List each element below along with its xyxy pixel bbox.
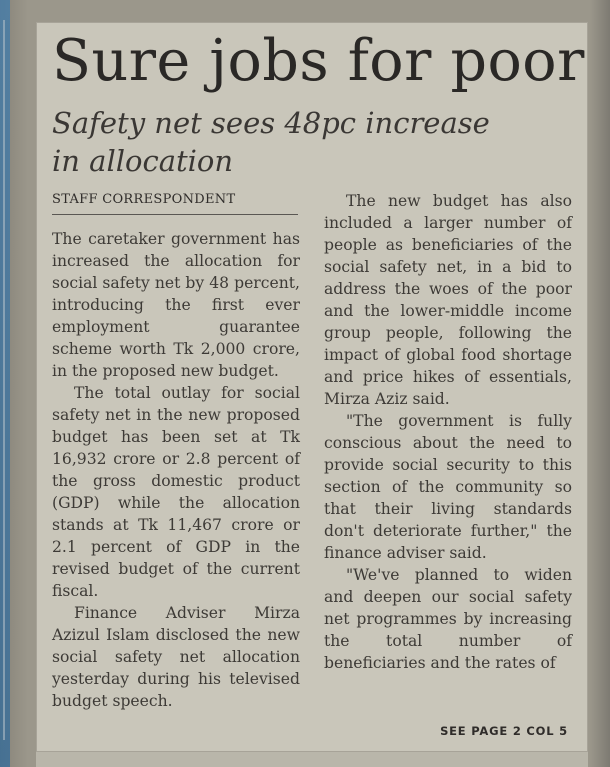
subhead-line-1: Safety net sees 48pc increase [52, 106, 490, 140]
paragraph: Finance Adviser Mirza Azizul Islam disclosed the new social safety net allocation yesterday during his televised budget speech. [52, 604, 300, 710]
clipping-bottom-edge [36, 752, 588, 767]
headline: Sure jobs for poor [52, 28, 585, 94]
paragraph: The caretaker government has increased the allocation for social safety net by 48 percent, introducing the first ever employment guarantee scheme worth Tk 2,000 crore, in the proposed new budget. [52, 230, 300, 380]
right-column [324, 190, 572, 674]
adjacent-page-edge [0, 0, 10, 767]
paragraph: The new budget has also included a larger number of people as beneficiaries of the social safety net, in a bid to address the woes of the poor and the lower-middle income group people, following the impact of global food shortage and price hikes of essentials, Mirza Aziz said. [324, 192, 572, 408]
paragraph: The total outlay for social safety net in the new proposed budget has been set at Tk 16,932 crore or 2.8 percent of the gross domestic product (GDP) while the allocation stands at Tk 11,467 crore or 2.1 percent of GDP in the revised budget of the current fiscal. [52, 384, 300, 600]
subhead-line-2: in allocation [52, 144, 234, 178]
continuation-note: SEE PAGE 2 COL 5 [440, 724, 568, 738]
byline-rule [52, 214, 298, 215]
edge-stripe [3, 20, 5, 740]
left-column [52, 228, 300, 712]
paragraph: "We've planned to widen and deepen our social safety net programmes by increasing the total number of beneficiaries and the rates of [324, 566, 572, 672]
paragraph: "The government is fully conscious about the need to provide social security to this section of the community so that their living standards don't deteriorate further," the finance adviser said. [324, 412, 572, 562]
news-clipping [36, 22, 588, 752]
subheadline [52, 104, 490, 180]
byline: STAFF CORRESPONDENT [52, 192, 236, 207]
